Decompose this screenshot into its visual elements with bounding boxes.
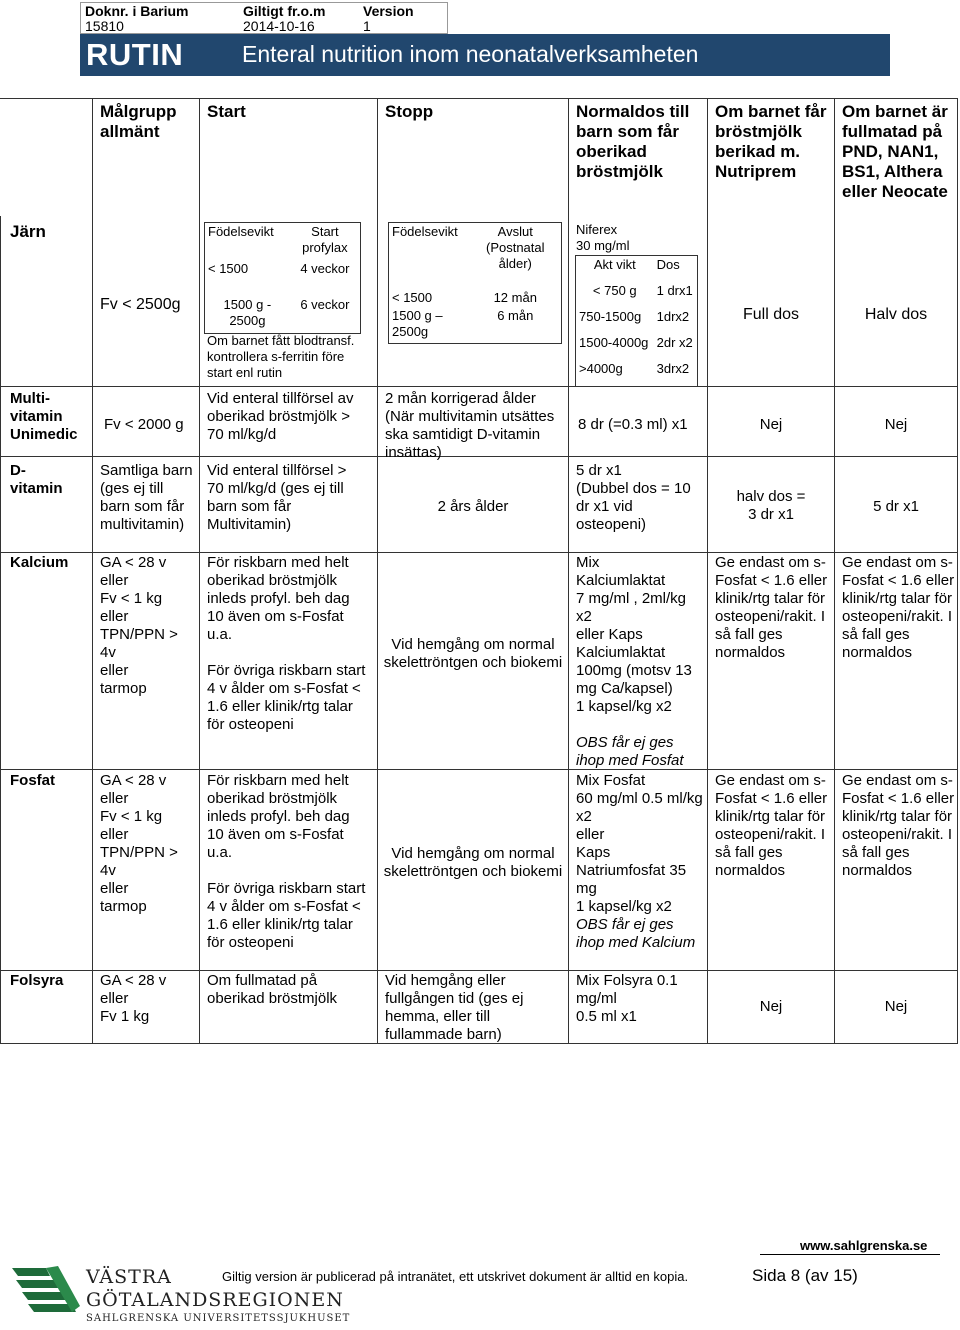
multi-normaldos: 8 dr (=0.3 ml) x1 [578,416,688,433]
kalcium-fullmatad: Ge endast om s-Fosfat < 1.6 eller klinik/rtg talar för osteopeni/rakit. I så fall ges normaldos [842,554,955,661]
row-label-multivitamin: Multi- vitamin Unimedic [10,390,78,443]
start-table-time: 4 veckor [300,261,350,277]
start-table-weight: < 1500 [208,261,249,277]
fosfat-malgrupp: GA < 28 v eller Fv < 1 kg eller TPN/PPN > 4v eller tarmop [100,772,178,915]
dose-table-weight: 1500-4000g [579,335,649,350]
row-label-fosfat: Fosfat [10,772,55,789]
header-fullmatad: Om barnet är fullmatad på PND, NAN1, BS1, Althera eller Neocate [842,102,948,201]
col-divider [92,98,93,1044]
folsyra-start: Om fullmatad på oberikad bröstmjölk [207,972,338,1007]
jarn-dose-table [575,255,698,387]
start-table-time: 6 veckor [300,296,350,312]
kalcium-stopp: Vid hemgång om normal skelettröntgen och biokemi [383,636,563,671]
dvit-malgrupp: Samtliga barn (ges ej till barn som får multivitamin) [100,462,193,533]
stopp-table-age: 6 mån [497,308,534,323]
footer-rule [760,1254,940,1255]
col-divider [834,98,835,1044]
jarn-berikad: Full dos [742,306,800,323]
stopp-table-header-weight: Födelsevikt [392,224,458,239]
header-start: Start [207,102,246,121]
row-divider [0,552,958,553]
dvit-fullmatad: 5 dr x1 [873,498,919,515]
doc-number-value: 15810 [85,18,124,34]
valid-from-label: Giltigt fr.o.m [243,3,326,19]
table-border-right [957,98,958,1044]
row-divider [0,386,958,387]
fosfat-berikad: Ge endast om s-Fosfat < 1.6 eller klinik/rtg talar för osteopeni/rakit. I så fall ges normaldos [715,772,828,879]
kalcium-normaldos: Mix Kalciumlaktat 7 mg/ml , 2ml/kg x2 eller Kaps Kalciumlaktat 100mg (motsv 13 mg Ca/kapsel) 1 kapsel/kg x2 [576,554,692,715]
row-label-kalcium: Kalcium [10,554,69,571]
col-divider [377,98,378,1044]
table-border-left [0,216,1,1044]
page-number: Sida 8 (av 15) [752,1266,858,1285]
folsyra-berikad: Nej [759,998,783,1015]
row-label-folsyra: Folsyra [10,972,64,989]
dose-table-dose: 1 drx1 [656,283,693,298]
kalcium-berikad: Ge endast om s-Fosfat < 1.6 eller klinik/rtg talar för osteopeni/rakit. I så fall ges normaldos [715,554,828,661]
start-table-weight: 1500 g - 2500g [223,296,272,328]
dose-table-header-weight: Akt vikt [593,257,636,272]
kalcium-malgrupp: GA < 28 v eller Fv < 1 kg eller TPN/PPN > 4v eller tarmop [100,554,178,697]
folsyra-fullmatad: Nej [884,998,908,1015]
dvit-start: Vid enteral tillförsel > 70 ml/kg/d (ges ej till barn som får Multivitamin) [207,462,347,533]
header-malgrupp: Målgrupp allmänt [100,102,177,141]
header-berikad: Om barnet får bröstmjölk berikad m. Nutriprem [715,102,827,181]
website-url: www.sahlgrenska.se [800,1238,928,1253]
folsyra-malgrupp: GA < 28 v eller Fv 1 kg [100,972,167,1025]
nutrition-table [0,98,958,1044]
multi-stopp: 2 mån korrigerad ålder (När multivitamin utsättes ska samtidigt D-vitamin insättas) [385,390,555,461]
doc-number-label: Doknr. i Barium [85,3,189,19]
stopp-table-weight: 1500 g – 2500g [392,308,443,339]
multi-fullmatad: Nej [884,416,908,433]
dose-table-weight: < 750 g [592,283,637,298]
table-border-top [0,98,958,99]
kalcium-normaldos-warning: OBS får ej ges ihop med Fosfat [576,734,684,769]
row-label-jarn: Järn [10,222,46,241]
folsyra-normaldos: Mix Folsyra 0.1 mg/ml 0.5 ml x1 [576,972,678,1025]
document-type: RUTIN [86,37,184,72]
multi-malgrupp: Fv < 2000 g [104,416,184,433]
row-label-d-vitamin: D- vitamin [10,462,63,497]
jarn-stopp-table [388,222,562,344]
row-divider [0,769,958,770]
title-banner [80,34,890,76]
row-divider [0,970,958,971]
col-divider [199,98,200,1044]
jarn-fullmatad: Halv dos [864,306,928,323]
header-normaldos: Normaldos till barn som får oberikad bröstmjölk [576,102,690,181]
stopp-table-age: 12 mån [493,290,537,305]
col-divider [707,98,708,1044]
dvit-normaldos: 5 dr x1 (Dubbel dos = 10 dr x1 vid osteopeni) [576,462,691,533]
fosfat-normaldos: Mix Fosfat 60 mg/ml 0.5 ml/kg x2 eller Kaps Natriumfosfat 35 mg 1 kapsel/kg x2 [576,772,703,915]
copy-notice: Giltig version är publicerad på intranätet, ett utskrivet dokument är alltid en kopia. [222,1269,689,1284]
page-title: Enteral nutrition inom neonatalverksamheten [242,41,699,67]
fosfat-start: För riskbarn med helt oberikad bröstmjölk inleds profyl. beh dag 10 även om s-Fosfat u.a. För övriga riskbarn start 4 v ålder om s-Fosfat < 1.6 eller klinik/rtg talar för osteopeni [207,772,366,951]
dose-table-dose: 2dr x2 [656,335,693,350]
fosfat-fullmatad: Ge endast om s-Fosfat < 1.6 eller klinik/rtg talar för osteopeni/rakit. I så fall ges normaldos [842,772,955,879]
dose-table-dose: 3drx2 [656,361,690,376]
fosfat-stopp: Vid hemgång om normal skelettröntgen och biokemi [383,845,563,880]
logo-line-2: GÖTALANDSREGIONEN [86,1289,344,1311]
logo-line-1: VÄSTRA [86,1266,172,1288]
col-divider [568,98,569,1044]
dose-table-weight: >4000g [579,361,623,376]
fosfat-normaldos-warning: OBS får ej ges ihop med Kalcium [576,916,696,951]
jarn-normaldos-product: Niferex 30 mg/ml [576,222,630,253]
kalcium-start: För riskbarn med helt oberikad bröstmjölk inleds profyl. beh dag 10 även om s-Fosfat u.a. För övriga riskbarn start 4 v ålder om s-Fosfat < 1.6 eller klinik/rtg talar för osteopeni [207,554,366,733]
folsyra-stopp: Vid hemgång eller fullgången tid (ges ej hemma, eller till fullammade barn) [385,972,524,1043]
header-stopp: Stopp [385,102,434,121]
valid-from-value: 2014-10-16 [243,18,315,34]
logo-line-3: SAHLGRENSKA UNIVERSITETSSJUKHUSET [86,1313,351,1324]
jarn-start-table [204,222,361,334]
version-value: 1 [363,18,371,34]
start-table-header-weight: Födelsevikt [208,224,274,239]
version-label: Version [363,3,414,19]
dose-table-header-dose: Dos [656,257,680,272]
dose-table-dose: 1drx2 [656,309,690,324]
multi-berikad: Nej [759,416,783,433]
dvit-berikad: halv dos = 3 dr x1 [736,488,806,523]
stopp-table-header-end: Avslut (Postnatal ålder) [485,224,545,271]
dose-table-weight: 750-1500g [579,309,642,324]
multi-start: Vid enteral tillförsel av oberikad bröstmjölk > 70 ml/kg/d [207,390,354,443]
document-meta-box [80,2,448,34]
start-table-header-start: Start profylax [302,224,348,255]
jarn-malgrupp: Fv < 2500g [100,296,181,313]
stopp-table-weight: < 1500 [392,290,433,305]
dvit-stopp: 2 års ålder [437,498,509,515]
jarn-start-note: Om barnet fått blodtransf. kontrollera s-ferritin före start enl rutin [207,333,355,380]
